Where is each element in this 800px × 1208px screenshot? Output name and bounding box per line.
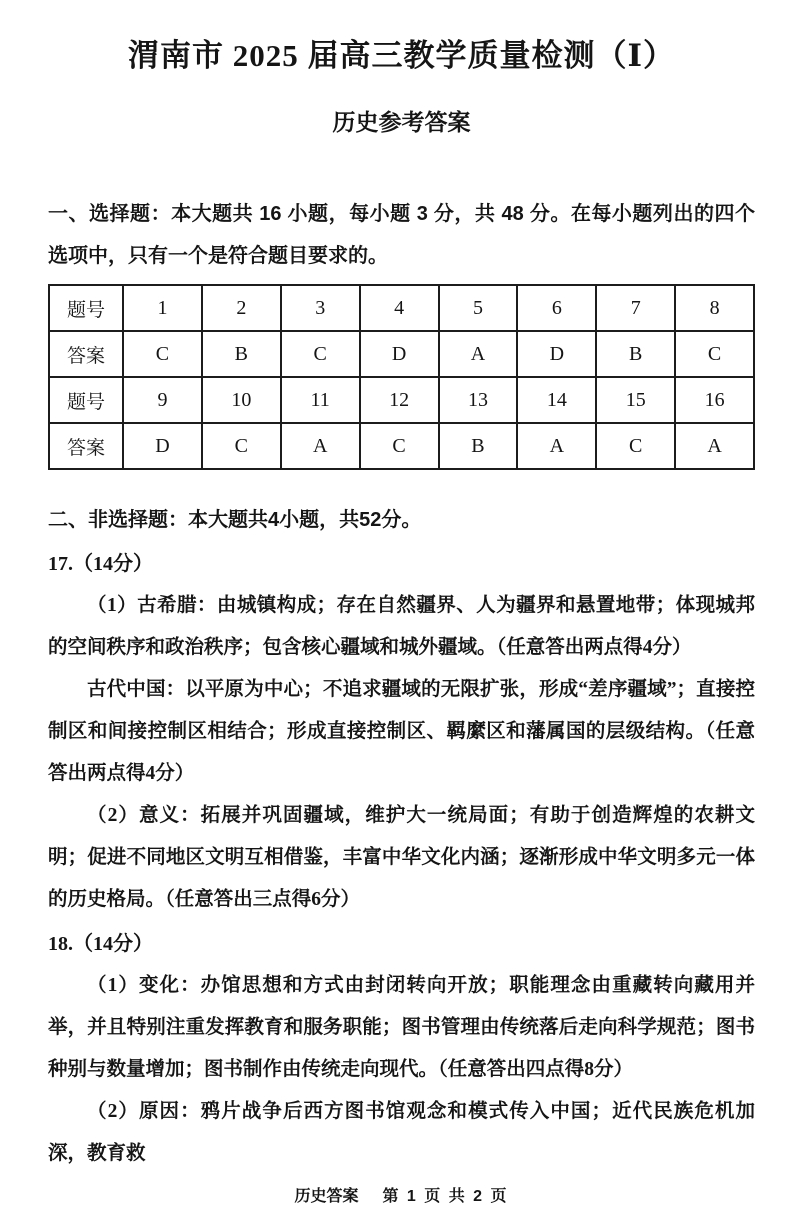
page-footer bbox=[48, 1186, 755, 1208]
answer-cell: C bbox=[596, 423, 675, 469]
answer-cell: 5 bbox=[439, 285, 518, 331]
q18-answer-paragraph-2: （2）原因：鸦片战争后西方图书馆观念和模式传入中国；近代民族危机加深，教育救 bbox=[48, 1101, 755, 1164]
row-header-cell: 题号 bbox=[49, 285, 123, 331]
table-row bbox=[49, 331, 754, 377]
answer-cell: C bbox=[202, 423, 281, 469]
page-subtitle: 历史参考答案 bbox=[332, 109, 471, 135]
q17-answer-paragraph-3: （2）意义：拓展并巩固疆域，维护大一统局面；有助于创造辉煌的农耕文明；促进不同地区文明互相借鉴，丰富中华文化内涵；逐渐形成中华文明多元一体的历史格局。（任意答出三点得6分） bbox=[48, 805, 755, 910]
answer-cell: A bbox=[517, 423, 596, 469]
table-row bbox=[49, 285, 754, 331]
answer-cell: D bbox=[123, 423, 202, 469]
answer-cell: C bbox=[360, 423, 439, 469]
section1-heading: 一、选择题：本大题共 16 小题，每小题 3 分，共 48 分。在每小题列出的四个选项中，只有一个是符合题目要求的。 bbox=[48, 203, 755, 267]
multiple-choice-answer-table bbox=[48, 284, 755, 470]
answer-cell: C bbox=[123, 331, 202, 377]
answer-cell: 8 bbox=[675, 285, 754, 331]
answer-cell: 14 bbox=[517, 377, 596, 423]
q17-answer-paragraph-2: 古代中国：以平原为中心；不追求疆域的无限扩张，形成“差序疆域”；直接控制区和间接控制区相结合；形成直接控制区、羁縻区和藩属国的层级结构。（任意答出两点得4分） bbox=[48, 679, 755, 784]
answer-cell: C bbox=[281, 331, 360, 377]
question18-number: 18.（14分） bbox=[48, 933, 153, 955]
page-title: 渭南市 2025 届高三教学质量检测（Ⅰ） bbox=[128, 38, 675, 73]
answer-cell: A bbox=[439, 331, 518, 377]
q18-answer-paragraph-1: （1）变化：办馆思想和方式由封闭转向开放；职能理念由重藏转向藏用并举，并且特别注重发挥教育和服务职能；图书管理由传统落后走向科学规范；图书种别与数量增加；图书制作由传统走向现代。（任意答出四点得8分） bbox=[48, 975, 755, 1080]
answer-cell: 3 bbox=[281, 285, 360, 331]
answer-cell: D bbox=[517, 331, 596, 377]
answer-cell: 6 bbox=[517, 285, 596, 331]
answer-cell: A bbox=[281, 423, 360, 469]
footer-doc-label: 历史答案 bbox=[294, 1188, 359, 1205]
table-row bbox=[49, 423, 754, 469]
answer-cell: 7 bbox=[596, 285, 675, 331]
row-header-cell: 答案 bbox=[49, 331, 123, 377]
answer-cell: 12 bbox=[360, 377, 439, 423]
answer-cell: 16 bbox=[675, 377, 754, 423]
answer-cell: 15 bbox=[596, 377, 675, 423]
q17-answer-paragraph-1: （1）古希腊：由城镇构成；存在自然疆界、人为疆界和悬置地带；体现城邦的空间秩序和政治秩序；包含核心疆域和城外疆域。（任意答出两点得4分） bbox=[48, 595, 755, 658]
footer-page-number: 第 1 页 共 2 页 bbox=[382, 1188, 509, 1205]
answer-cell: 9 bbox=[123, 377, 202, 423]
answer-cell: 10 bbox=[202, 377, 281, 423]
answer-cell: D bbox=[360, 331, 439, 377]
question17-number: 17.（14分） bbox=[48, 553, 153, 575]
answer-cell: 13 bbox=[439, 377, 518, 423]
answer-cell: 2 bbox=[202, 285, 281, 331]
row-header-cell: 题号 bbox=[49, 377, 123, 423]
answer-cell: 4 bbox=[360, 285, 439, 331]
answer-cell: C bbox=[675, 331, 754, 377]
answer-cell: B bbox=[202, 331, 281, 377]
answer-cell: B bbox=[439, 423, 518, 469]
row-header-cell: 答案 bbox=[49, 423, 123, 469]
answer-cell: 1 bbox=[123, 285, 202, 331]
answer-cell: 11 bbox=[281, 377, 360, 423]
answer-cell: B bbox=[596, 331, 675, 377]
section2-heading: 二、非选择题：本大题共4小题，共52分。 bbox=[48, 509, 422, 531]
table-row bbox=[49, 377, 754, 423]
answer-cell: A bbox=[675, 423, 754, 469]
